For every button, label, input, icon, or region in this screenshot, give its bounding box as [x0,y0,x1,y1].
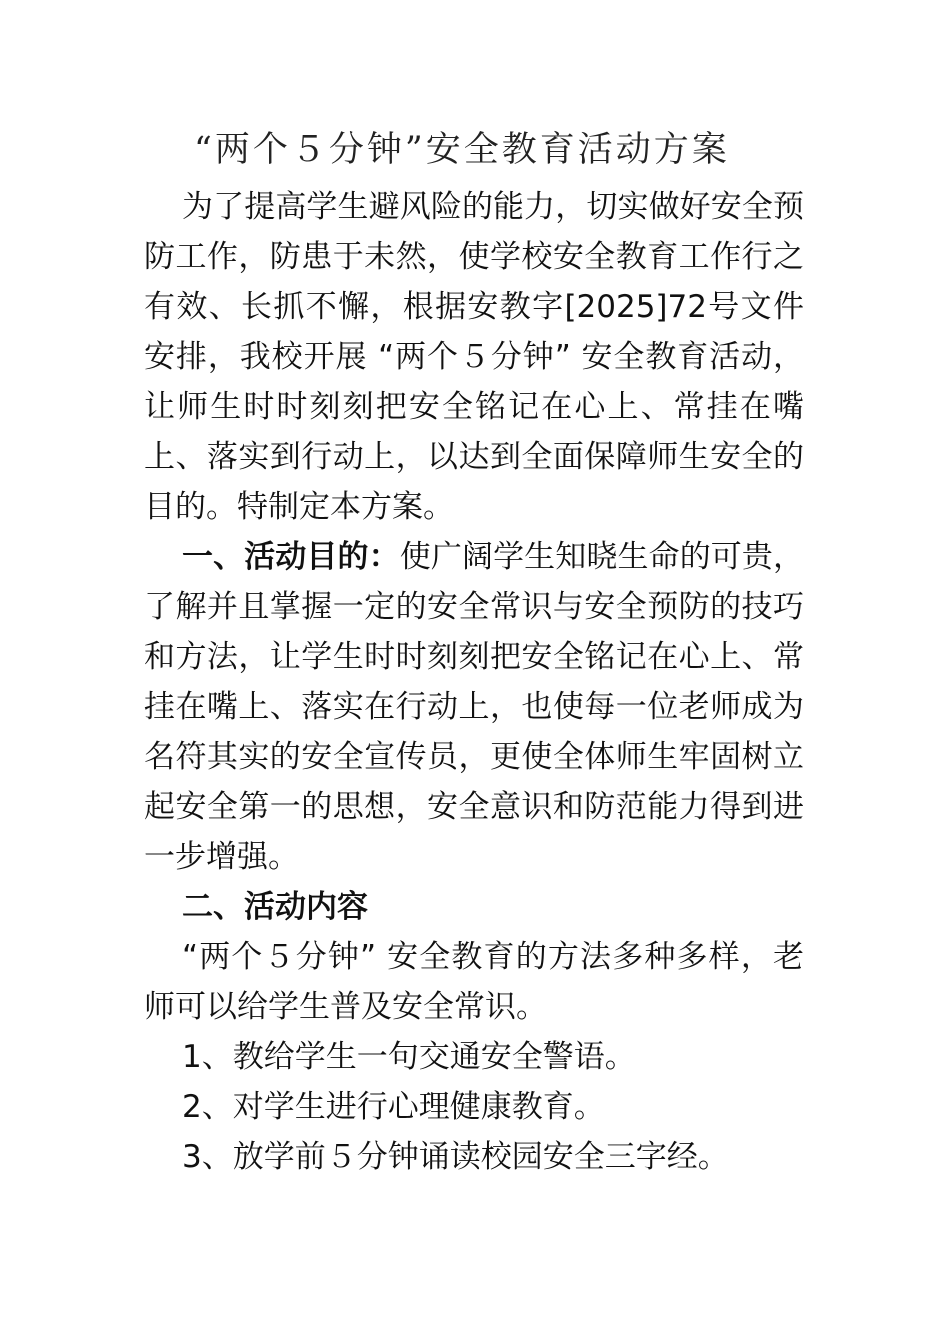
section-content-heading: 二、活动内容 [182,889,368,925]
intro-paragraph: 为了提高学生避风险的能力，切实做好安全预防工作，防患于未然，使学校安全教育工作行之有效、长抓不懈，根据安教字[2025]72号文件安排，我校开展 “两个５分钟” 安全教育活动，让师生时时刻刻把安全铭记在心上、常挂在嘴上、落实到行动上，以达到全面保障师生安全的目的。特制定本方案。 [144,189,804,525]
section-purpose-body: 使广阔学生知晓生命的可贵，了解并且掌握一定的安全常识与安全预防的技巧和方法，让学生时时刻刻把安全铭记在心上、常挂在嘴上、落实在行动上，也使每一位老师成为名符其实的安全宣传员，更使全体师生牢固树立起安全第一的思想，安全意识和防范能力得到进一步增强。 [144,539,805,875]
list-item: 2、对学生进行心理健康教育。 [182,1089,605,1125]
section-content-body: “两个５分钟” 安全教育的方法多种多样，老师可以给学生普及安全常识。 [144,939,804,1025]
section-purpose-heading: 一、活动目的： [182,539,400,575]
list-item: 1、教给学生一句交通安全警语。 [182,1039,636,1075]
document-title: “两个５分钟”安全教育活动方案 [194,130,730,170]
section-purpose [144,532,804,882]
document-page [144,118,804,1182]
list-item: 3、放学前５分钟诵读校园安全三字经。 [182,1139,729,1175]
